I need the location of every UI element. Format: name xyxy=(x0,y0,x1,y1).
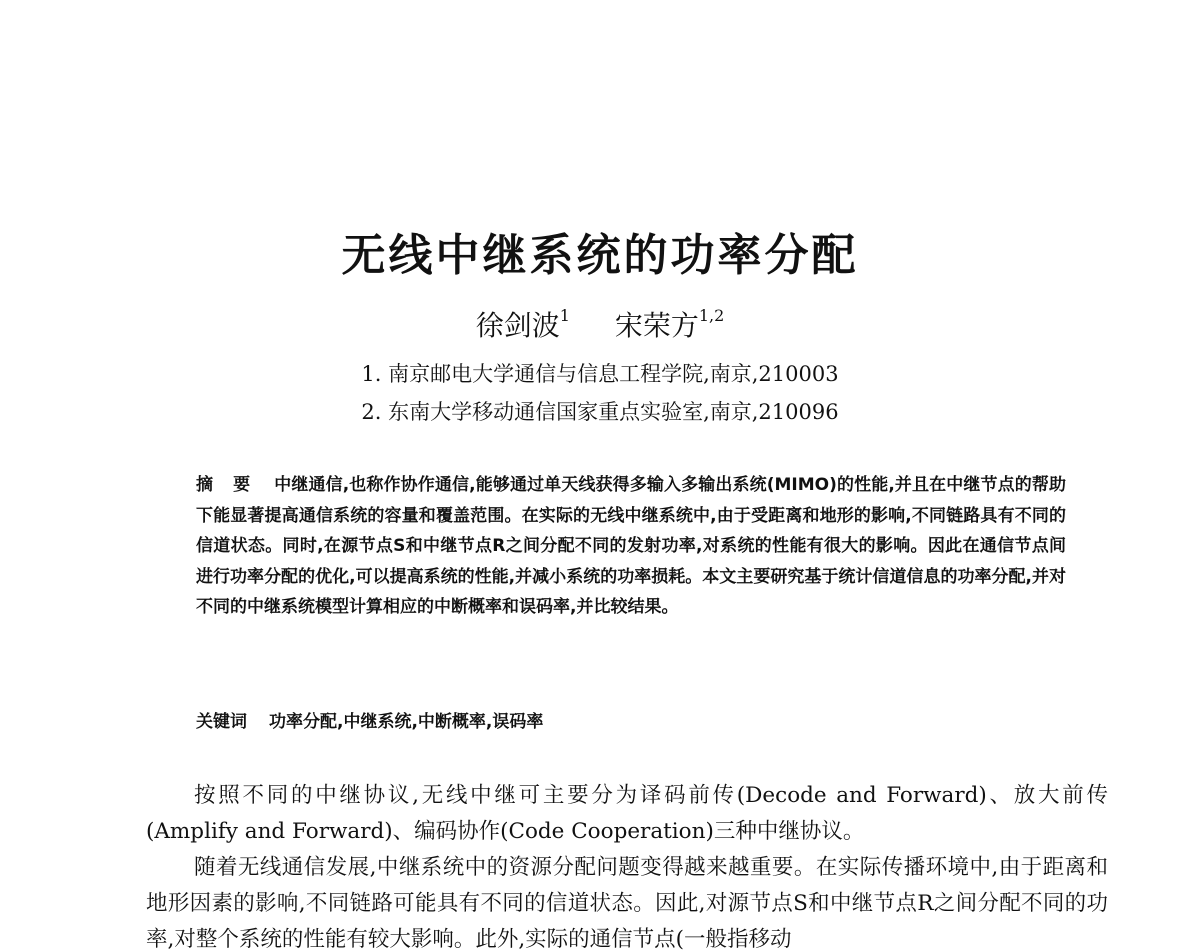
keywords xyxy=(196,707,1066,737)
author-name: 徐剑波 xyxy=(475,309,560,342)
author-1 xyxy=(476,306,570,346)
affiliation-1: 1. 南京邮电大学通信与信息工程学院,南京,210003 xyxy=(361,362,839,386)
body-text xyxy=(146,778,1108,952)
author-2 xyxy=(615,306,724,346)
affiliation-mark: 1 xyxy=(559,306,570,325)
author-name: 宋荣方 xyxy=(614,309,699,342)
keywords-label: 关键词 xyxy=(196,712,247,732)
abstract-text: 中继通信,也称作协作通信,能够通过单天线获得多输入多输出系统(MIMO)的性能,并且在中继节点的帮助下能显著提高通信系统的容量和覆盖范围。在实际的无线中继系统中,由于受距离和地形的影响,不同链路具有不同的信道状态。同时,在源节点S和中继节点R之间分配不同的发射功率,对系统的性能有很大的影响。因此在通信节点间进行功率分配的优化,可以提高系统的性能,并减小系统的功率损耗。本文主要研究基于统计信道信息的功率分配,并对不同的中继系统模型计算相应的中断概率和误码率,并比较结果。 xyxy=(196,475,1067,617)
abstract xyxy=(196,470,1066,623)
author-list xyxy=(0,306,1200,346)
abstract-label: 摘要 xyxy=(196,475,271,495)
body-paragraph: 随着无线通信发展,中继系统中的资源分配问题变得越来越重要。在实际传播环境中,由于距离和地形因素的影响,不同链路可能具有不同的信道状态。因此,对源节点S和中继节点R之间分配不同的功率,对整个系统的性能有较大影响。此外,实际的通信节点(一般指移动 xyxy=(146,855,1108,952)
keywords-text: 功率分配,中继系统,中断概率,误码率 xyxy=(269,712,544,732)
paper-title: 无线中继系统的功率分配 xyxy=(341,230,859,281)
body-paragraph: 按照不同的中继协议,无线中继可主要分为译码前传(Decode and Forward)、放大前传(Amplify and Forward)、编码协作(Code Cooperation)三种中继协议。 xyxy=(146,783,1108,844)
affiliation-mark: 1,2 xyxy=(698,306,725,325)
affiliation-2: 2. 东南大学移动通信国家重点实验室,南京,210096 xyxy=(361,400,839,424)
